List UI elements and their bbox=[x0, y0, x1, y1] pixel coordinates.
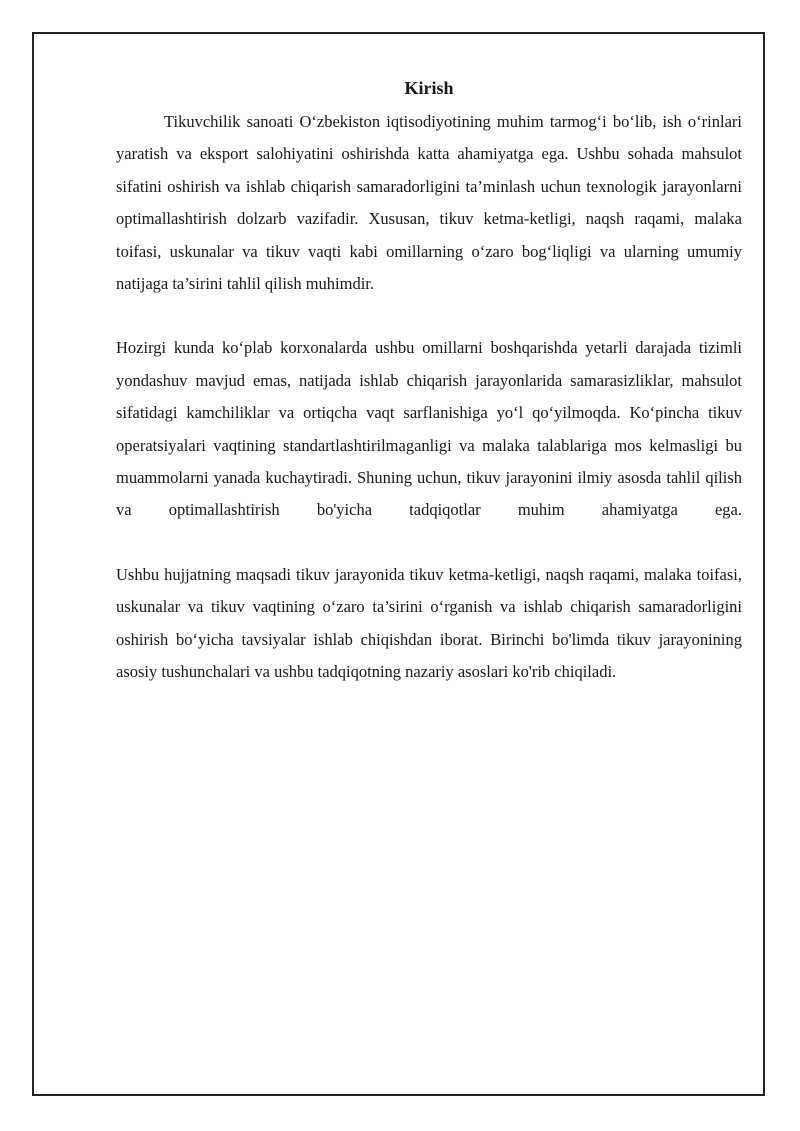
paragraph-intro: Tikuvchilik sanoati O‘zbekiston iqtisodiyotining muhim tarmog‘i bo‘lib, ish o‘rinlari yaratish va eksport salohiyatini oshirishda katta ahamiyatga ega. Ushbu sohada mahsulot sifatini oshirish va ishlab chiqarish samaradorligini ta’minlash uchun texnologik jarayonlarni optimallashtirish dolzarb vazifadir. Xususan, tikuv ketma-ketligi, naqsh raqami, malaka toifasi, uskunalar va tikuv vaqti kabi omillarning o‘zaro bog‘liqligi va ularning umumiy natijaga ta’sirini tahlil qilish muhimdir. bbox=[116, 112, 742, 294]
paragraph-gap bbox=[116, 527, 742, 559]
document-body bbox=[116, 74, 742, 689]
paragraph-gap bbox=[116, 300, 742, 332]
document-title: Kirish bbox=[404, 78, 454, 98]
paragraph-problem: Hozirgi kunda ko‘plab korxonalarda ushbu omillarni boshqarishda yetarli darajada tizimli yondashuv mavjud emas, natijada ishlab chiqarish jarayonlarida samarasizliklar, mahsulot sifatidagi kamchiliklar va ortiqcha vaqt sarflanishiga yo‘l qo‘yilmoqda. Ko‘pincha tikuv operatsiyalari vaqtining standartlashtirilmaganligi va malaka talablariga mos kelmasligi bu muammolarni yanada kuchaytiradi. Shuning uchun, tikuv jarayonini ilmiy asosda tahlil qilish va optimallashtirish bo'yicha tadqiqotlar muhim ahamiyatga ega. bbox=[116, 338, 742, 520]
paragraph-goal: Ushbu hujjatning maqsadi tikuv jarayonida tikuv ketma-ketligi, naqsh raqami, malaka toifasi, uskunalar va tikuv vaqtining o‘zaro ta’sirini o‘rganish va ishlab chiqarish samaradorligini oshirish bo‘yicha tavsiyalar ishlab chiqishdan iborat. Birinchi bo'limda tikuv jarayonining asosiy tushunchalari va ushbu tadqiqotning nazariy asoslari ko'rib chiqiladi. bbox=[116, 564, 742, 682]
